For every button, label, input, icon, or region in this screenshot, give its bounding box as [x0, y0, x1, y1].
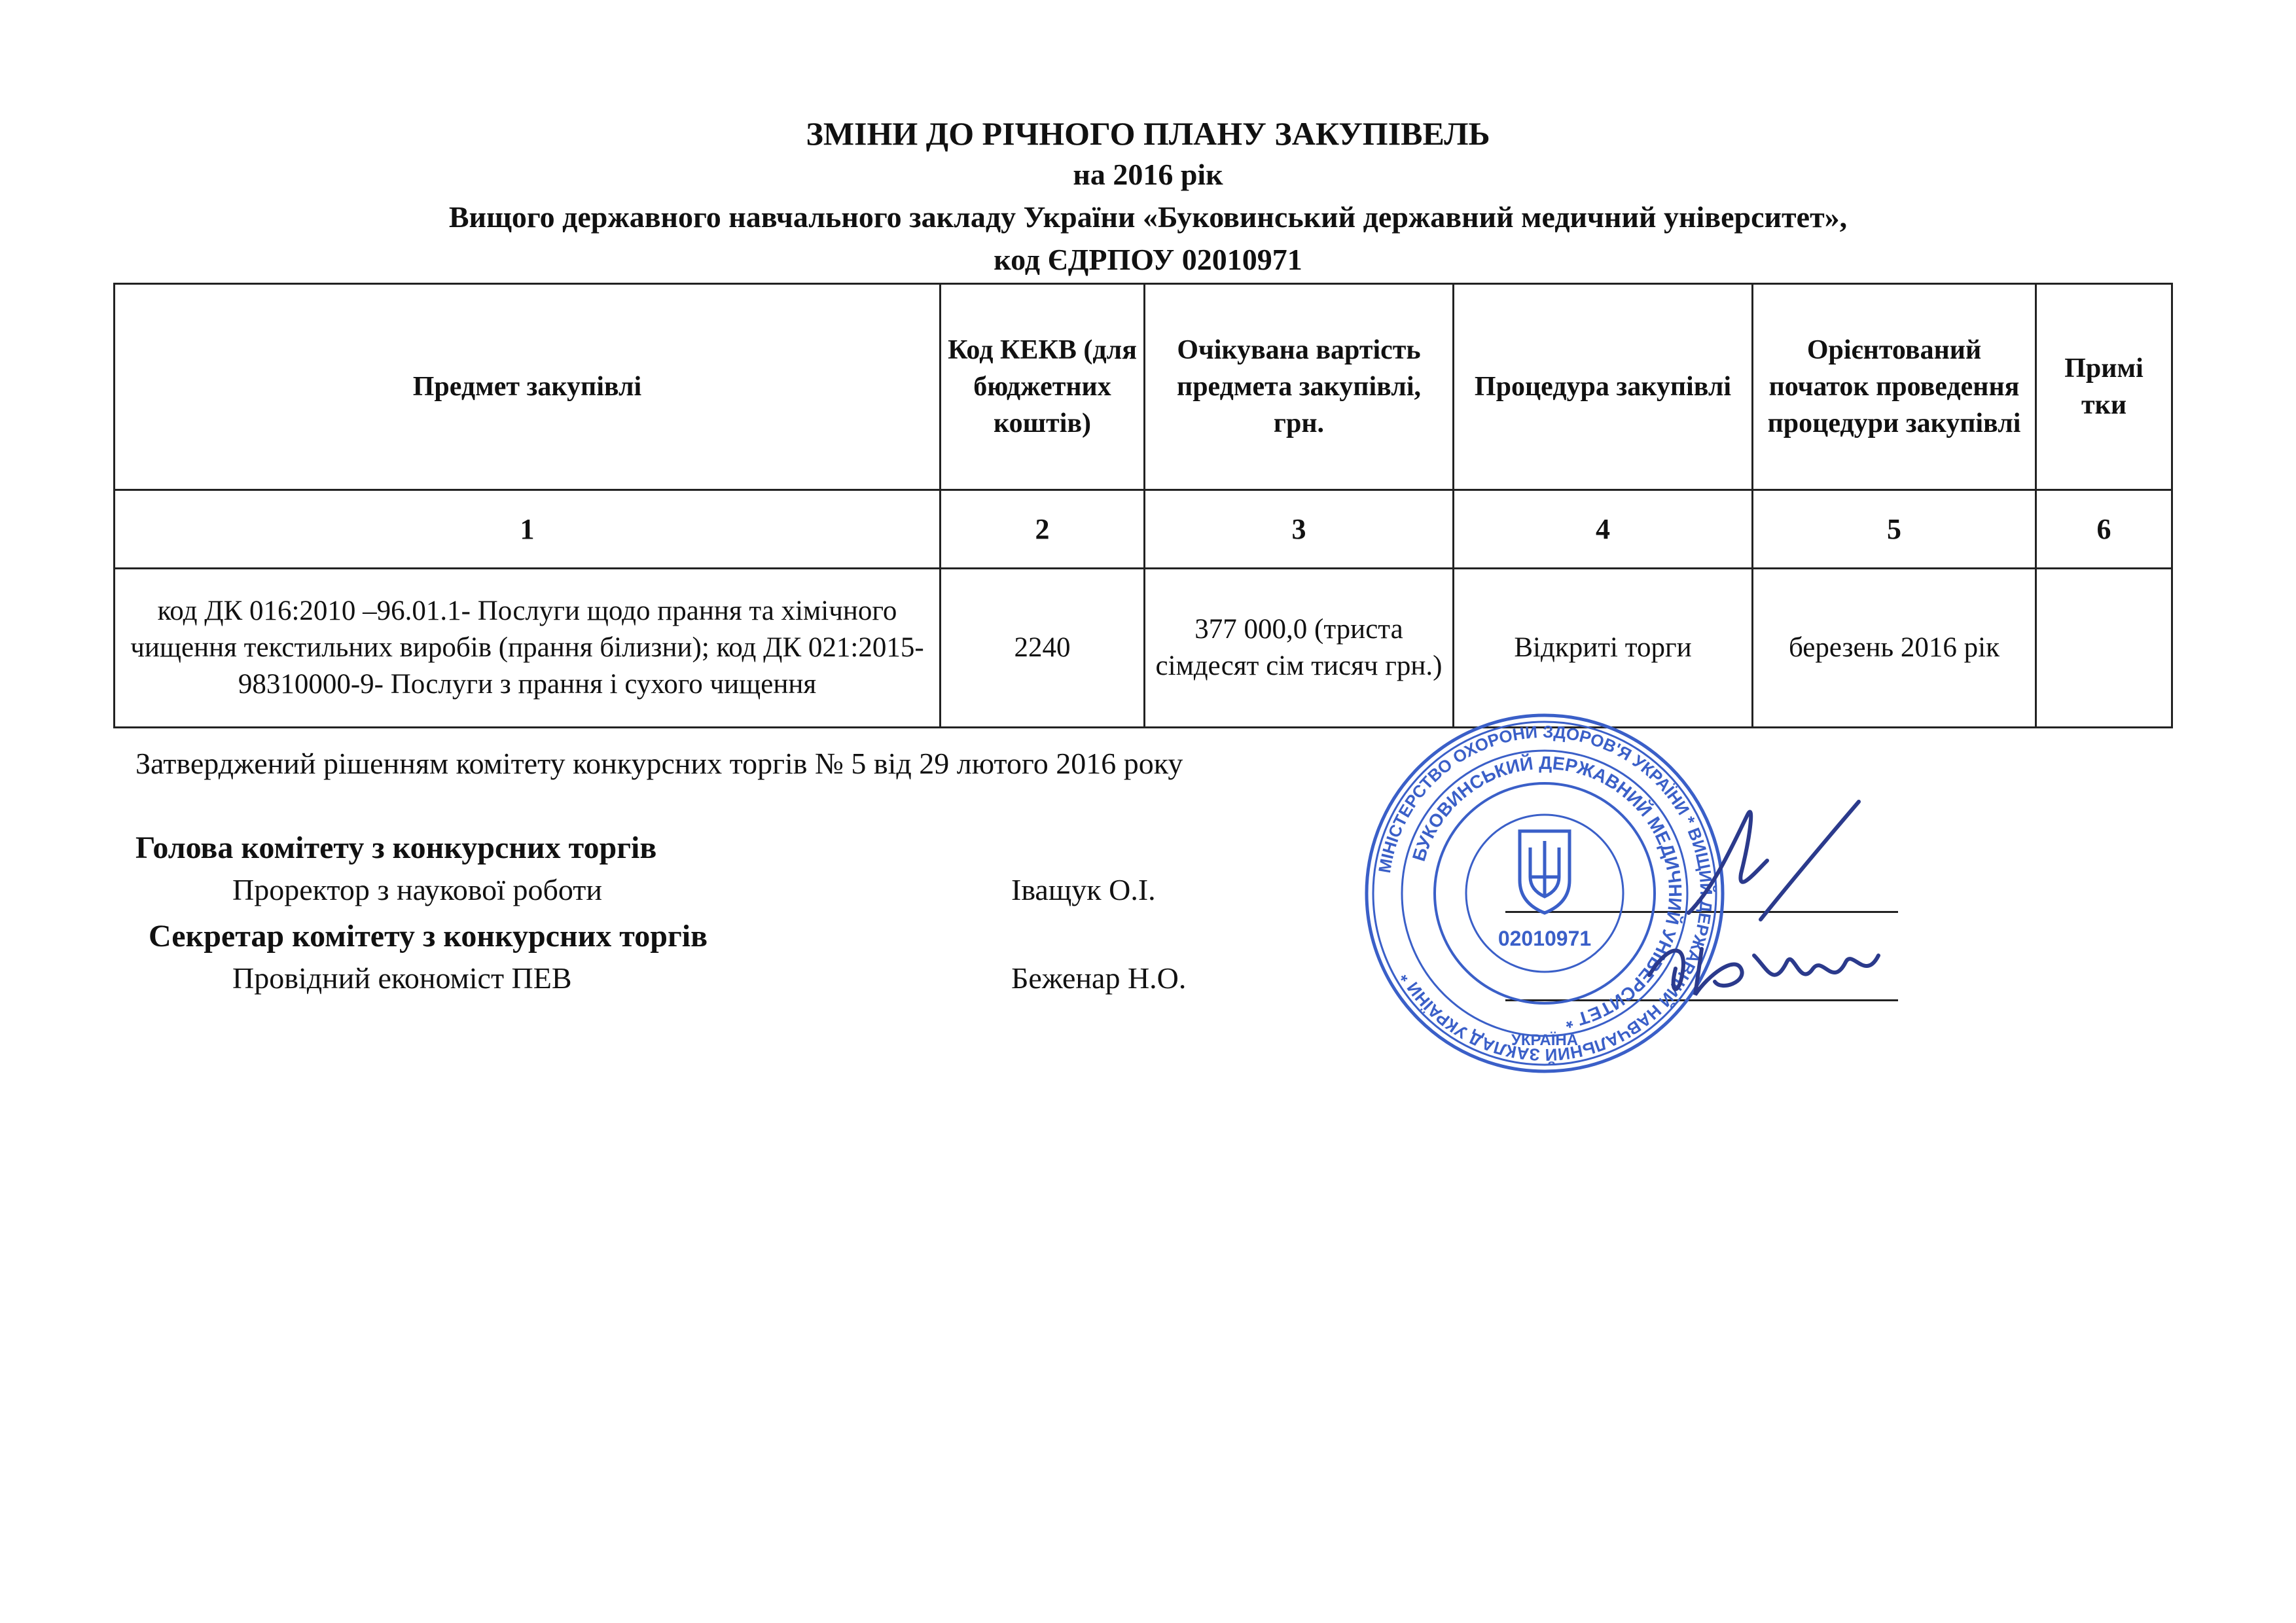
cell-kekv: 2240	[941, 569, 1145, 728]
column-number: 2	[941, 490, 1145, 569]
secretary-position: Провідний економіст ПЕВ	[232, 961, 572, 995]
stamp-outer-text: МІНІСТЕРСТВО ОХОРОНИ ЗДОРОВ'Я УКРАЇНИ * ВИЩИЙ ДЕРЖАВНИЙ НАВЧАЛЬНИЙ ЗАКЛАД УКРАЇНИ *	[1374, 721, 1717, 1065]
column-number: 4	[1454, 490, 1753, 569]
cell-notes	[2036, 569, 2172, 728]
document-organization: Вищого державного навчального закладу України «Буковинський державний медичний університет»,	[448, 200, 1848, 234]
header-notes: Примі тки	[2036, 284, 2172, 490]
cell-cost: 377 000,0 (триста сімдесят сім тисяч грн.)	[1145, 569, 1454, 728]
document-code: код ЄДРПОУ 02010971	[994, 243, 1302, 276]
chair-position: Проректор з наукової роботи	[232, 873, 602, 906]
header-start: Орієнтований початок проведення процедури закупівлі	[1753, 284, 2036, 490]
header-procedure: Процедура закупівлі	[1454, 284, 1753, 490]
column-number: 3	[1145, 490, 1454, 569]
stamp-code: 02010971	[1498, 927, 1592, 950]
column-number-row	[115, 490, 2172, 569]
column-number: 5	[1753, 490, 2036, 569]
secretary-signature	[1643, 929, 1892, 1008]
cell-procedure: Відкриті торги	[1454, 569, 1753, 728]
document-title: ЗМІНИ ДО РІЧНОГО ПЛАНУ ЗАКУПІВЕЛЬ	[806, 115, 1490, 152]
stamp-bottom-text: УКРАЇНА	[1511, 1031, 1579, 1049]
procurement-table	[113, 283, 2173, 728]
header-cost: Очікувана вартість предмета закупівлі, грн.	[1145, 284, 1454, 490]
chair-signature	[1676, 795, 1872, 939]
cell-start: березень 2016 рік	[1753, 569, 2036, 728]
chair-name: Іващук О.І.	[1011, 873, 1156, 906]
approval-text: Затверджений рішенням комітету конкурсних торгів № 5 від 29 лютого 2016 року	[135, 747, 1183, 780]
chair-title: Голова комітету з конкурсних торгів	[135, 830, 657, 865]
column-number: 1	[115, 490, 941, 569]
header-subject: Предмет закупівлі	[115, 284, 941, 490]
column-number: 6	[2036, 490, 2172, 569]
cell-subject: код ДК 016:2010 –96.01.1- Послуги щодо прання та хімічного чищення текстильних виробів (прання білизни); код ДК 021:2015- 98310000-9- Послуги з прання і сухого чищення	[115, 569, 941, 728]
table-row	[115, 569, 2172, 728]
stamp-inner-text: БУКОВИНСЬКИЙ ДЕРЖАВНИЙ МЕДИЧНИЙ УНІВЕРСИТЕТ *	[1408, 752, 1686, 1033]
secretary-title: Секретар комітету з конкурсних торгів	[149, 919, 708, 954]
official-stamp	[1361, 710, 1728, 1077]
header-kekv: Код КЕКВ (для бюджетних коштів)	[941, 284, 1145, 490]
secretary-name: Беженар Н.О.	[1011, 961, 1187, 995]
table-header-row	[115, 284, 2172, 490]
document-year: на 2016 рік	[1073, 158, 1223, 191]
trident-emblem-icon	[1520, 831, 1570, 913]
